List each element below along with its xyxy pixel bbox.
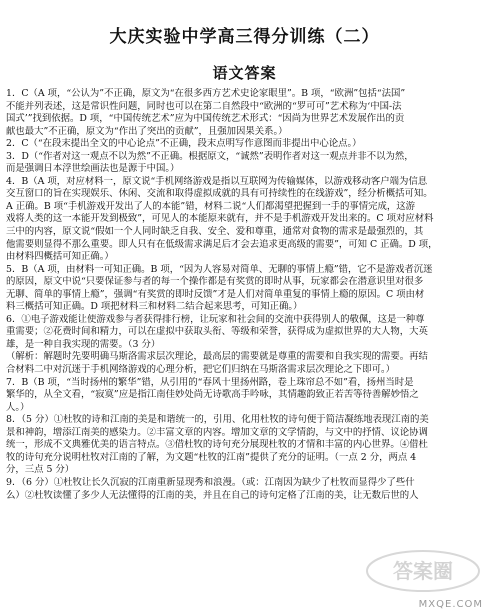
text-line: 无聊、简单的事情上瘾”，强调“有奖赏的即时反馈”才是人们对简单重复的事情上瘾的原因。C 项由材 [6,288,425,300]
text-line: 8．（5 分）①杜牧的诗和江南的美是和谐统一的，引用、化用杜牧的诗句便于简洁凝练地表现江南的美 [6,414,429,426]
text-line: A 正确。B 项“手机游戏开发出了人的本能”错，材料二说“人们都渴望把握到一手的事情完成，这游 [6,200,416,212]
page-subtitle: 语文答案 [212,64,277,82]
text-line: 牧的诗句充分说明杜牧对江南的了解，为文题“杜牧的江南”提供了充分的证明。（一点 2 分，两点 4 [6,451,417,463]
text-line: 戏将人类的这一本能开发到极致”，可见人的本能原来就有，并不是手机游戏开发出来的。C 项对应材料 [6,213,434,225]
text-line: 2．C（“在段末提出全文的中心论点”不正确，段末点明写作意图而非提出中心论点。） [6,138,362,150]
text-line: 国式’”找到依据。D 项，“中国传统艺术”应为中国传统艺术形式：“因尚为世界艺术发展作出的贡 [6,113,405,125]
text-line: 5．B（A 项，由材料一可知正确。B 项，“因为人容易对简单、无聊的事情上瘾”错，它不是游戏者沉迷 [6,263,433,275]
watermark-logo [363,548,483,594]
text-line: 分，三点 5 分） [6,464,75,476]
text-line: 献也最大”不正确，原文为“作出了突出的贡献”，且强加因果关系。） [6,125,288,137]
answer-body [6,88,483,502]
text-line: 统一，形成不文典雅优美的语言特点。③借杜牧的诗句充分展现杜牧的才情和丰富的内心世界。④借杜 [6,439,428,451]
text-line: 1．C（A 项，“公认为”不正确，原文为“在很多西方艺术史论家眼里”。B 项，“欧洲”包括“法国” [6,88,406,99]
text-line: 么）②杜牧读懂了多少人无法懂得的江南的美，并且在自己的诗句定格了江南的美，让无数后世的人 [6,489,419,501]
text-line: 6．①电子游戏能让使游戏参与者获得排行榜，让玩家和社会间的交流中获得别人的敬佩，这是一种尊 [6,313,425,325]
text-line: 合材料二中对沉迷于手机网络游戏的心理分析，把它们归纳在马斯洛需求层次理论之下即可。） [6,364,396,376]
text-line: 4．B（A 项，对应材料一，原文说“手机网络游戏是指以互联网为传输媒体，以游戏移动客户端为信息 [6,175,428,187]
text-line: 的原因，原文中说“只要保证参与者的每一个操作都是有奖赏的即时从事，玩家都会在潜意识里对很多 [6,276,424,288]
text-line: 雄，是一种自我实现的需要。（3 分） [6,338,161,350]
text-line: 三中的内容，原文说“假如一个人同时缺乏自我、安全、爱和尊重，通常对食物的需求是最强烈的，其 [6,226,424,238]
watermark-site: MXQE.COM [418,599,483,610]
watermark-label: 答案圈 [393,559,453,583]
text-line: 他需要则显得不那么重要。即人只有在低级需求满足后才会去追求更高级的需要”，可知 C 正确。D 项， [6,238,438,250]
text-line: 繁华的，从全文看，“寂寞”应是指江南佳妙处尚无诗歌高手吟咏，其情趣韵致正若苦等待善解妙悟之 [6,389,419,401]
text-line: 由材料四概括可知正确。） [6,251,114,263]
text-line: 9．（6 分）①杜牧让长久沉寂的江南重新显现秀和浪漫。（或：江南因为缺少了杜牧而显得少了些什 [6,476,415,488]
watermark-stamp-icon [363,548,483,594]
page-title: 大庆实验中学高三得分训练（二） [109,27,380,47]
text-line: 料三概括可知正确。D 项把材料三和材料二结合起来思考，可知正确。） [6,301,303,313]
text-line: 而是强调日本浮世绘画法也是源于中国。） [6,163,180,175]
text-line: 3．D（“作者对这一观点不以为然”不正确。根据原文，“诚然”表明作者对这一观点并非不以为然， [6,150,414,162]
text-line: 不能并列表述，这是常识性问题，同时也可以在第二自然段中“欧洲的“罗可可”艺术称为‘中国-法 [6,100,402,112]
text-line: 交互窗口的旨在实现娱乐、休闲、交流和取得虚拟成就的具有可持续性的在线游戏”，经分析概括可知。 [6,188,433,200]
text-line: （解析：解题时先要明确马斯洛需求层次理论，最高层的需要就是尊重的需要和自我实现的需要。再结 [6,351,428,363]
text-line: 7．B（B 项，“当时扬州的繁华”错，从引用的“春风十里扬州路，卷上珠帘总不如”看，扬州当时是 [6,376,414,388]
text-line: 人。） [6,401,30,413]
text-line: 重需要；②花费时间和精力，可以在虚拟中获取头衔、等级和荣誉，获得成为虚拟世界的大人物，大英 [6,326,428,338]
text-line: 景和神韵，增添江南美的感染力。②丰富文章的内容。增加文章的文学情韵，与文中的抒情、议论协调 [6,426,428,438]
